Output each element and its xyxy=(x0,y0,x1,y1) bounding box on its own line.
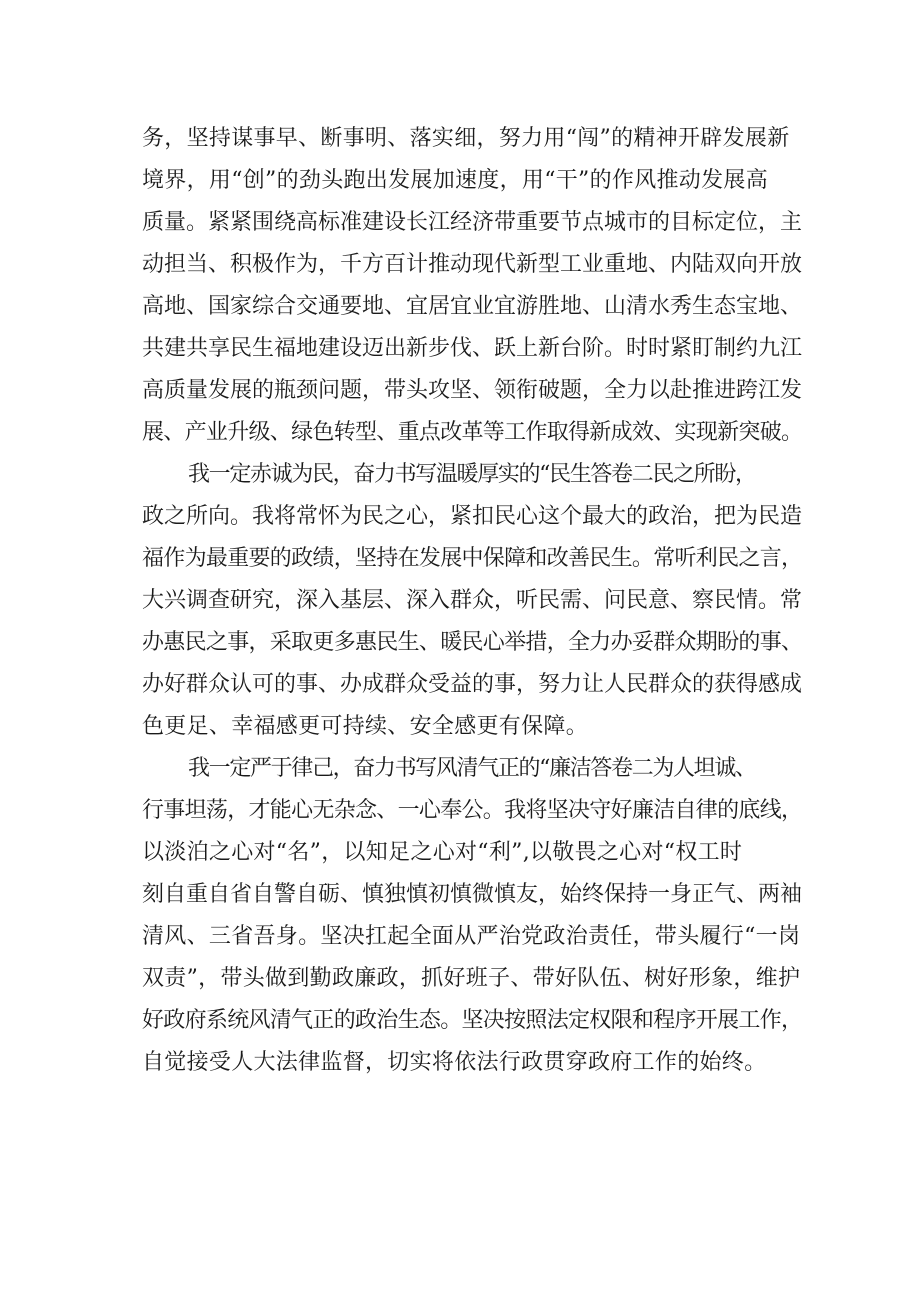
paragraph-1-line: 动担当、积极作为，千方百计推动现代新型工业重地、内陆双向开放 xyxy=(142,252,803,277)
paragraph-3-line: 行事坦荡，才能心无杂念、一心奉公。我将坚决守好廉洁自律的底线， xyxy=(142,798,803,823)
paragraph-2-line: 色更足、幸福感更可持续、安全感更有保障。 xyxy=(142,714,589,739)
paragraph-1-line: 展、产业升级、绿色转型、重点改革等工作取得新成效、实现新突破。 xyxy=(142,420,803,445)
paragraph-2-line: 办好群众认可的事、办成群众受益的事，努力让人民群众的获得感成 xyxy=(142,672,803,697)
paragraph-3-line: 以淡泊之心对“名”，以知足之心对“利”,以敬畏之心对“权工时 xyxy=(142,840,743,865)
paragraph-2-line: 我一定赤诚为民，奋力书写温暖厚实的“民生答卷二民之所盼， xyxy=(188,462,756,487)
paragraph-3-line: 双责”，带头做到勤政廉政，抓好班子、带好队伍、树好形象，维护 xyxy=(142,966,801,991)
paragraph-3-line: 刻自重自省自警自砺、慎独慎初慎微慎友，始终保持一身正气、两袖 xyxy=(142,882,803,907)
paragraph-1-line: 共建共享民生福地建设迈出新步伐、跃上新台阶。时时紧盯制约九江 xyxy=(142,336,803,361)
paragraph-2-line: 福作为最重要的政绩，坚持在发展中保障和改善民生。常听利民之言， xyxy=(142,546,803,571)
paragraph-1-line: 高质量发展的瓶颈问题，带头攻坚、领衔破题，全力以赴推进跨江发 xyxy=(142,378,803,403)
paragraph-3-line: 好政府系统风清气正的政治生态。坚决按照法定权限和程序开展工作， xyxy=(142,1008,803,1033)
paragraph-2-line: 大兴调查研究，深入基层、深入群众，听民需、问民意、察民情。常 xyxy=(142,588,803,613)
paragraph-1-line: 务，坚持谋事早、断事明、落实细，努力用“闯”的精神开辟发展新 xyxy=(142,126,790,151)
paragraph-3-line: 清风、三省吾身。坚决扛起全面从严治党政治责任，带头履行“一岗 xyxy=(142,924,801,949)
paragraph-3-line: 我一定严于律己，奋力书写风清气正的“廉洁答卷二为人坦诚、 xyxy=(188,756,756,781)
paragraph-2-line: 政之所向。我将常怀为民之心，紧扣民心这个最大的政治，把为民造 xyxy=(142,504,803,529)
paragraph-1-line: 质量。紧紧围绕高标准建设长江经济带重要节点城市的目标定位，主 xyxy=(142,210,803,235)
paragraph-1-line: 境界，用“创”的劲头跑出发展加速度，用“干”的作风推动发展高 xyxy=(142,168,768,193)
paragraph-1-line: 高地、国家综合交通要地、宜居宜业宜游胜地、山清水秀生态宝地、 xyxy=(142,294,803,319)
paragraph-2-line: 办惠民之事，采取更多惠民生、暖民心举措，全力办妥群众期盼的事、 xyxy=(142,630,803,655)
paragraph-3-line: 自觉接受人大法律监督，切实将依法行政贯穿政府工作的始终。 xyxy=(142,1050,767,1075)
